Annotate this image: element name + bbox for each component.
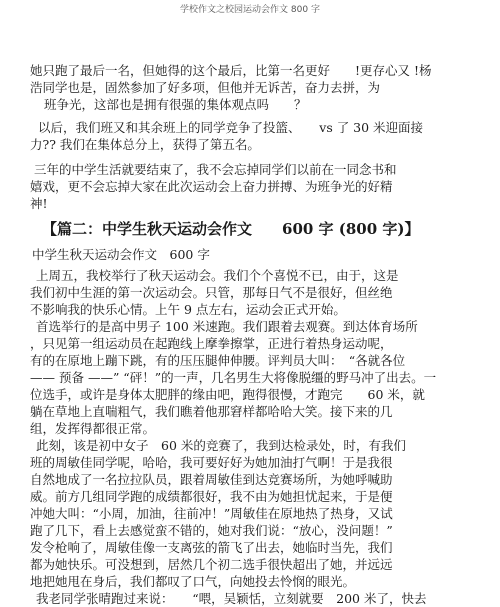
essay-body [30,267,478,607]
text-line: 上周五，我校举行了秋天运动会。我们个个喜悦不已，由于，这是 [36,268,399,283]
text-line: 不影响我的快乐心情。上午 9 点左右，运动会正式开始。 [30,302,346,317]
text-line: 神! [30,196,48,211]
paragraph [30,161,478,212]
text-line: 自然地成了一名拉拉队员，跟着周敏佳到达竞赛场所，为她呼喊助 [30,472,393,487]
text-line: 嬉戏，更不会忘掉大家在此次运动会上奋力拼搏、为班争光的好精 [30,179,393,194]
text-line: 以后，我们班又和其余班上的同学竞争了投篮、 vs 了 30 米迎面接 [38,120,424,135]
text-line: 有的在原地上蹦下跳，有的压压腿伸伸腰。评判员大叫： “各就各位 [30,353,406,368]
text-line: 跑了几下，看上去感觉蛮不错的，她对我们说：“放心，没问题！” [30,523,393,538]
paragraph [30,62,478,113]
text-line: 都为她快乐。可没想到，居然几个初二选手很快超出了她，并远远 [30,557,393,572]
text-line: —— 预备 ——” “砰！”的一声，几名男生大将像脱缰的野马冲了出去。一 [30,370,437,385]
text-line: ，只见第一组运动员在起跑线上摩拳擦掌，正进行着热身运动呢， [30,336,393,351]
text-line: 冲她大叫：“小周，加油，往前冲！”周敏佳在原地热了热身，又试 [30,506,393,521]
paragraph [30,119,478,153]
text-line: 浩同学也是，固然参加了好多项，但他并无诉苦，奋力去拼，为 [30,80,381,95]
document-body [30,62,478,607]
text-line: 地把她甩在身后，我们都叹了口气，向她投去怜悯的眼光。 [30,574,356,589]
text-line: 威。前方几组同学跑的成绩都很好，我不由为她担忧起来，于是便 [30,489,393,504]
text-line: 位选手，或许是身体太肥胖的缘由吧，跑得很慢，才跑完 60 米，就 [30,387,425,402]
text-line: 我们初中生涯的第一次运动会。只管，那每日气不是很好，但丝绝 [30,285,393,300]
text-line: 首选举行的是高中男子 100 米速跑。我们跟着去观赛。到达体育场所 [36,319,418,334]
text-line: 我老同学张晴跑过来说： “喂，吴颖恬，立刻就要 200 米了，快去 [36,591,427,606]
section-heading: 【篇二：中学生秋天运动会作文 600 字 (800 字)】 [42,220,420,238]
text-line: 三年的中学生活就要结束了，我不会忘掉同学们以前在一同念书和 [34,162,397,177]
text-line: 躺在草地上直喘粗气，我们瞧着他那窘样都哈哈大笑。接下来的几 [30,404,393,419]
text-line: 她只跑了最后一名，但她得的这个最后，比第一名更好 !更存心又 !杨 [30,63,432,78]
text-line: 发令枪响了，周敏佳像一支离弦的箭飞了出去，她临时当先，我们 [30,540,393,555]
section-subtitle: 中学生秋天运动会作文 600 字 [32,247,210,262]
text-line: 组，发挥得都很正常。 [30,421,156,436]
text-line: 班争光，这部也是拥有很强的集体观点吗 ？ [44,97,307,112]
text-line: 力?? 我们在集体总分上，获得了第五名。 [30,137,260,152]
page-header: 学校作文之校园运动会作文 800 字 [180,5,320,15]
text-line: 班的周敏佳同学呢，哈哈，我可要好好为她加油打气啊！于是我很 [30,455,393,470]
text-line: 此刻，该是初中女子 60 米的竞赛了，我到达检录处，时，有我们 [36,438,406,453]
